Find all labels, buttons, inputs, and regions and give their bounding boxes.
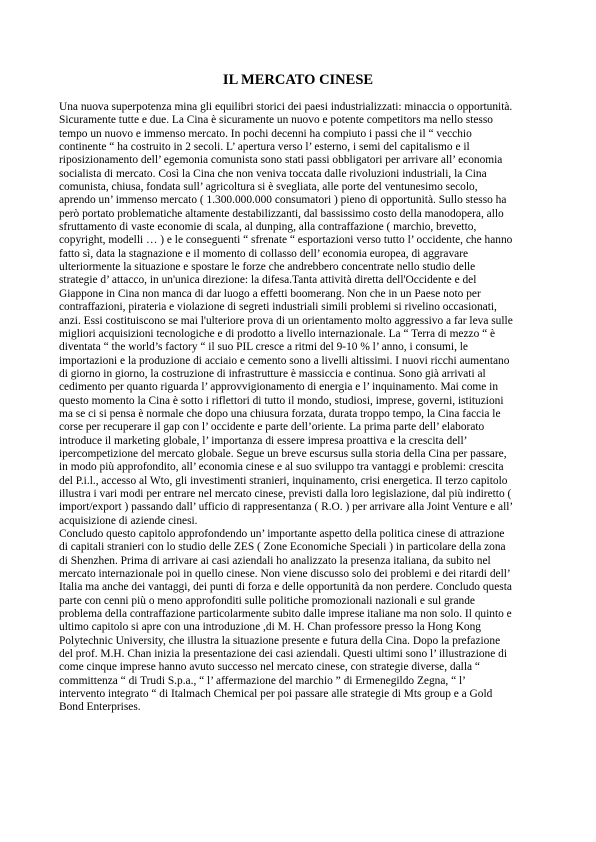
text-line: di capitali stranieri con lo studio delle ZES ( Zone Economiche Speciali ) in particolare della zona	[59, 541, 506, 554]
text-line: del prof. M.H. Chan inizia la presentazione dei casi aziendali. Questi ultimi sono l’ illustrazione di	[59, 648, 508, 661]
text-line: diventata “ the world’s factory “ il suo PIL cresce a ritmi del 9-10 % l’ anno, i consumi, le	[59, 341, 468, 354]
text-line: Italia ma anche dei vantaggi, dei punti di forza e delle opportunità da non perdere. Concludo questa	[59, 581, 512, 594]
text-line: Una nuova superpotenza mina gli equilibri storici dei paesi industrializzati: minaccia o opportunità.	[59, 101, 513, 113]
text-line: tempo un nuovo e immenso mercato. In pochi decenni ha compiuto i passi che il “ vecchio	[59, 127, 472, 140]
text-line: Polytechnic University, che illustra la situazione presente e futura della Cina. Dopo la prefazione	[59, 634, 501, 647]
text-line: cedimento per quanto riguarda l’ approvvigionamento di energia e l’ inquinamento. Mai come in	[59, 381, 499, 394]
text-line: committenza “ di Trudi S.p.a., “ l’ affermazione del marchio ” di Ermenegildo Zegna, “ l’	[59, 674, 466, 687]
text-line: del P.i.l., accesso al Wto, gli investimenti stranieri, inquinamento, crisi energetica. Il terzo capitolo	[59, 474, 508, 487]
text-line: migliori acquisizioni tecnologiche e di prodotto a livello internazionale. La “ Terra di mezzo “ è	[59, 327, 496, 340]
text-line: problema della contraffazione particolarmente subito dalle imprese italiane ma non solo. Il quinto e	[59, 608, 512, 621]
text-line: ultimo capitolo si apre con una introduzione ,di M. H. Chan professore presso la Hong Kong	[59, 621, 482, 634]
text-line: di giorno in giorno, la costruzione di infrastrutture è massiccia e continua. Sono già arrivati al	[59, 367, 486, 380]
text-line: acquisizione di aziende cinesi.	[59, 514, 198, 527]
text-line: intervento integrato “ di Italmach Chemical per poi passare alle strategie di Mts group e a Gold	[59, 688, 493, 701]
text-line: sfruttamento di vaste economie di scala, al dunping, alla contraffazione ( marchio, brevetto,	[59, 221, 477, 234]
text-line: fatto sì, data la stagnazione e il momento di collasso dell’ economia europea, di aggravare	[59, 247, 469, 260]
text-line: parte con cenni più o meno approfonditi sulle politiche promozionali nazionali e sul grande	[59, 594, 475, 607]
text-line: ipercompetizione del mercato globale. Segue un breve escursus sulla storia della Cina per passare,	[59, 447, 507, 460]
text-line: continente “ ha costruito in 2 secoli. L’ apertura verso l’ esterno, i semi del capitalismo e il	[59, 141, 470, 154]
document-body	[59, 101, 549, 715]
text-line: aprendo un’ immenso mercato ( 1.300.000.000 consumatori ) pieno di opportunità. Sullo stesso ha	[59, 194, 507, 207]
text-line: socialista di mercato. Così la Cina che non veniva toccata dalle rivoluzioni industriali, la Cina	[59, 167, 487, 180]
text-line: comunista, chiusa, fondata sull’ agricoltura si è svegliata, alle porte del ventunesimo secolo,	[59, 181, 478, 194]
text-line: però portato problematiche altamente destabilizzanti, dal bassissimo costo della manodopera, allo	[59, 207, 504, 220]
text-line: di Shenzhen. Prima di arrivare ai casi aziendali ho analizzato la presenza italiana, da subito nel	[59, 554, 491, 567]
text-line: Concludo questo capitolo approfondendo un’ importante aspetto della politica cinese di attrazione	[59, 528, 505, 540]
text-line: importazioni e la produzione di acciaio e cemento sono a livelli altissimi. I nuovi ricchi aumentano	[59, 354, 510, 367]
text-line: ulteriormente la situazione e spostare le forze che andrebbero concentrate nello studio delle	[59, 261, 476, 274]
text-line: Giappone in Cina non manca di dar luogo a effetti boomerang. Non che in un Paese noto per	[59, 287, 481, 300]
text-line: questo momento la Cina è sotto i riflettori di tutto il mondo, studiosi, imprese, governi, istituzioni	[59, 394, 504, 407]
text-line: introduce il marketing globale, l’ importanza di essere impresa proattiva e la crescita dell’	[59, 434, 468, 447]
text-line: ma se ci si pensa è normale che dopo una chiusura forzata, durata troppo tempo, la Cina faccia le	[59, 407, 501, 420]
text-line: illustra i vari modi per entrare nel mercato cinese, previsti dalla loro legislazione, dal più indiretto (	[59, 487, 512, 500]
text-line: strategie d’ attacco, in un'unica direzione: la difesa.Tanta attività diretta dell'Occidente e del	[59, 274, 477, 287]
text-line: in modo più approfondito, all’ economia cinese e al suo sviluppo tra vantaggi e problemi: crescita	[59, 461, 504, 474]
text-line: come cinque imprese hanno avuto successo nel mercato cinese, con strategie diverse, dalla “	[59, 661, 480, 674]
text-line: anzi. Essi costituiscono se mai l'ulteriore prova di un orientamento molto aggressivo a far leva sulle	[59, 314, 513, 327]
text-line: mercato internazionale poi in quello cinese. Non viene discusso solo dei problemi e dei ritardi dell’	[59, 568, 511, 581]
text-line: copyright, modelli … ) e le conseguenti “ sfrenate “ esportazioni verso tutto l’ occidente, che hanno	[59, 234, 513, 247]
text-line: Sicuramente tutte e due. La Cina è sicuramente un nuovo e potente competitors ma nello stesso	[59, 114, 493, 127]
text-line: Bond Enterprises.	[59, 701, 141, 714]
text-line: riposizionamento dell’ egemonia comunista sono stati passi obbligatori per arrivare all’ economia	[59, 154, 503, 167]
text-line: corse per recuperare il gap con l’ occidente e parte dell’oriente. La prima parte dell’ elaborato	[59, 421, 485, 434]
document-title: IL MERCATO CINESE	[222, 72, 374, 88]
text-line: contraffazioni, pirateria e violazione di segreti industriali simili problemi si rivelino occasionati,	[59, 301, 497, 314]
text-line: import/export ) passando dall’ ufficio di rappresentanza ( R.O. ) per arrivare alla Joint Venture e all’	[59, 501, 514, 514]
